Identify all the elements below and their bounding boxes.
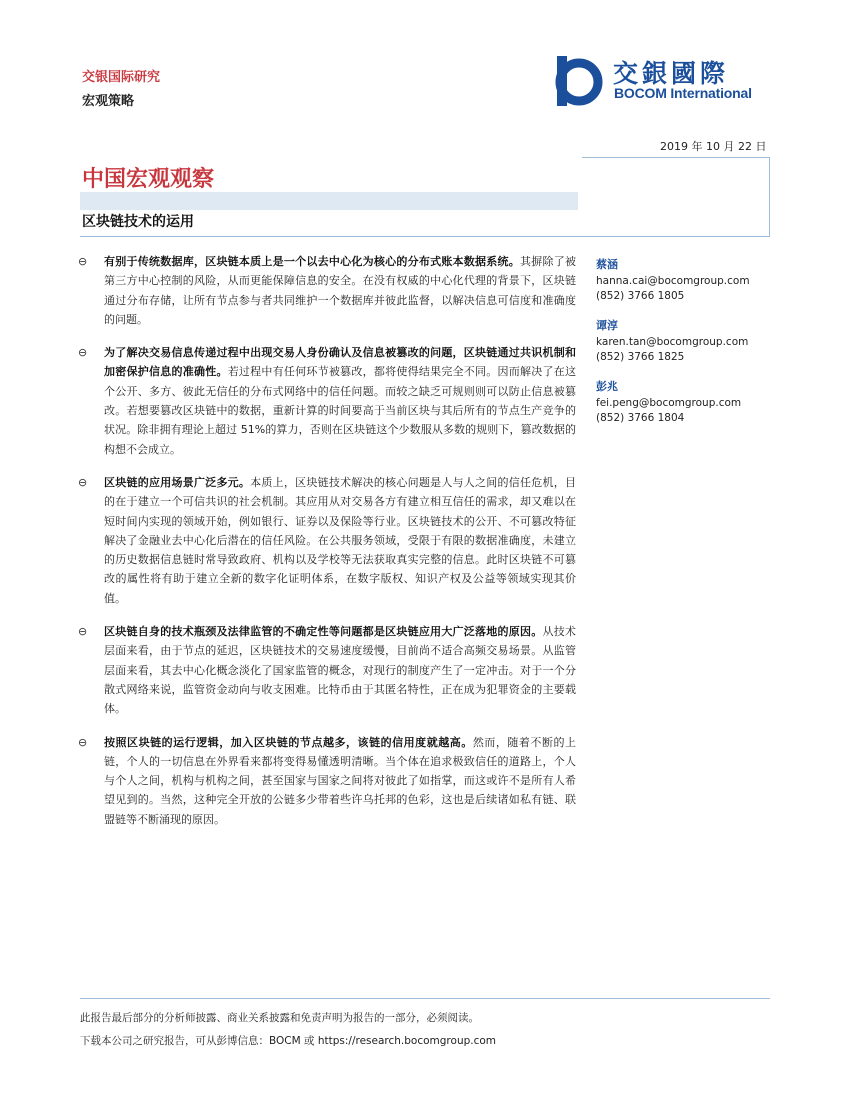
- report-subtitle: 区块链技术的运用: [82, 214, 194, 230]
- analyst-email[interactable]: karen.tan@bocomgroup.com: [596, 336, 749, 348]
- paragraph-text: 然而，随着不断的上链，个人的一切信息在外界看来都将变得易懂透明清晰。当个体在追求极致信任的道路上，个人与个人之间，机构与机构之间，甚至国家与国家之间将对彼此了如指掌，而这或许不是所有人希望见到的。当然，这种完全开放的公链多少带着些许乌托邦的色彩，这也是后续诸如私有链、联盟链等不断涌现的原因。: [104, 735, 577, 826]
- body-paragraph: [78, 473, 576, 608]
- subtitle-band: [80, 192, 578, 210]
- report-title: 中国宏观观察: [82, 166, 215, 192]
- analyst-card: [596, 317, 766, 365]
- paragraph-text: 从技术层面来看，由于节点的延迟，区块链技术的交易速度缓慢，目前尚不适合高频交易场景。从监管层面来看，其去中心化概念淡化了国家监管的概念，对现行的制度产生了一定冲击。对于一个分散式网络来说，监管资金动向与收支困难。比特币由于其匿名特性，正在成为犯罪资金的主要载体。: [104, 625, 577, 716]
- footer-download-note[interactable]: 下载本公司之研究报告，可从彭博信息：BOCM 或 https://research.bocomgroup.com: [80, 1035, 497, 1047]
- paragraph-lead: 有别于传统数据库，区块链本质上是一个以去中心化为核心的分布式账本数据系统。: [104, 255, 521, 268]
- logo-english-text: BOCOM International: [614, 85, 752, 101]
- analyst-phone: (852) 3766 1805: [596, 290, 685, 302]
- paragraph-text: 本质上，区块链技术解决的核心问题是人与人之间的信任危机，目的在于建立一个可信共识的社会机制。其应用从对交易各方有建立相互信任的需求，却又难以在短时间内实现的领域开始，例如银行、证券以及保险等行业。区块链技术的公开、不可篡改特征解决了金融业去中心化后潜在的信任风险。在公共服务领域，受限于有限的数据准确度，未建立的历史数据信息链时常导致政府、机构以及学校等无法获取真实完整的信息。此时区块链不可篡改的属性将有助于建立全新的数字化证明体系，在数字版权、知识产权及公益等领域实现其价值。: [104, 475, 576, 605]
- bullet-icon: ⊖: [78, 346, 88, 360]
- report-date: 2019 年 10 月 22 日: [660, 140, 767, 153]
- bullet-icon: ⊖: [78, 475, 88, 489]
- analyst-phone: (852) 3766 1804: [596, 412, 685, 424]
- analyst-email[interactable]: hanna.cai@bocomgroup.com: [596, 275, 750, 287]
- bullet-icon: ⊖: [78, 625, 88, 639]
- analyst-card: [596, 256, 766, 304]
- analyst-card: [596, 378, 766, 426]
- paragraph-lead: 区块链自身的技术瓶颈及法律监管的不确定性等问题都是区块链应用大广泛落地的原因。: [104, 625, 543, 639]
- analyst-sidebar: [596, 256, 766, 439]
- analyst-phone: (852) 3766 1825: [596, 351, 685, 363]
- report-body: [78, 252, 576, 843]
- paragraph-lead: 按照区块链的运行逻辑，加入区块链的节点越多，该链的信用度就越高。: [104, 735, 473, 749]
- bocom-logo-mark-icon: [553, 52, 607, 108]
- paragraph-text: 若过程中有任何环节被篡改，都将使得结果完全不同。因而解决了在这个公开、多方、彼此无信任的分布式网络中的信任问题。而较之缺乏可规则则可以防止信息被篡改。若想要篡改区块链中的数据，重新计算的时间要高于当前区块与其后所有的节点生产竞争的状况。除非拥有理论上超过 51%的算力，否则在区块链这个少数服从多数的规则下，篡改数据的构想不会成立。: [104, 365, 577, 456]
- bullet-icon: ⊖: [78, 255, 88, 268]
- footer-disclaimer: 此报告最后部分的分析师披露、商业关系披露和免责声明为报告的一部分，必须阅读。: [80, 1012, 479, 1024]
- analyst-name: 彭兆: [596, 380, 618, 393]
- analyst-name: 谭淳: [596, 319, 618, 332]
- header-divider: [582, 157, 770, 158]
- body-paragraph: [78, 622, 576, 718]
- body-paragraph: [78, 733, 576, 829]
- body-paragraph: [78, 252, 576, 329]
- subtitle-divider: [80, 236, 770, 237]
- bocom-logo: [553, 52, 763, 108]
- footer-divider: [80, 998, 770, 999]
- analyst-email[interactable]: fei.peng@bocomgroup.com: [596, 397, 742, 409]
- paragraph-lead: 区块链的应用场景广泛多元。: [104, 475, 251, 489]
- section-category-label: 宏观策略: [82, 94, 135, 109]
- paragraph-text: 其摒除了被第三方中心控制的风险，从而更能保障信息的安全。在没有权威的中心化代理的背景下，区块链通过分布存储，让所有节点参与者共同维护一个数据库并彼此监督，以解决信息可信度和准确度的问题。: [104, 255, 577, 326]
- bullet-icon: ⊖: [78, 735, 88, 749]
- body-paragraph: [78, 343, 576, 459]
- paragraph-lead: 为了解决交易信息传递过程中出现交易人身份确认及信息被篡改的问题，区块链通过共识机制和加密保护信息的准确性。: [104, 346, 576, 379]
- logo-chinese-text: 交銀國際: [613, 59, 730, 88]
- header-vertical-divider: [769, 157, 770, 237]
- analyst-name: 蔡涵: [596, 258, 618, 271]
- brand-research-label: 交银国际研究: [82, 70, 161, 85]
